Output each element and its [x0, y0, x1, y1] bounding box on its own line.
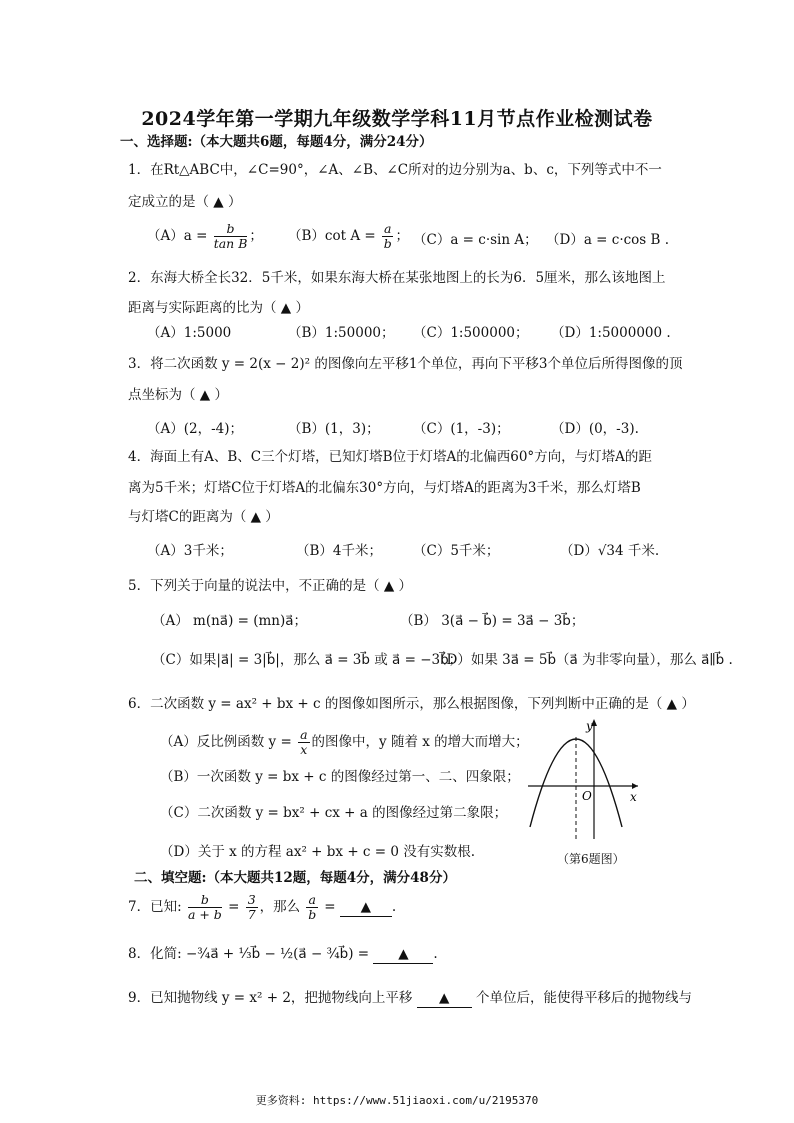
footer-link[interactable]: 更多资料: https://www.51jiaoxi.com/u/2195370: [255, 1094, 539, 1107]
q6-option-d: （D）关于 x 的方程 ax² + bx + c = 0 没有实数根.: [160, 844, 476, 860]
q4-stem-line1: 4．海面上有A、B、C三个灯塔，已知灯塔B位于灯塔A的北偏西60°方向，与灯塔A的距: [128, 449, 652, 465]
q8: [128, 945, 438, 964]
q1-b-num: a: [383, 221, 392, 236]
q1-b-fraction: [382, 222, 393, 251]
q7-prefix: 7．已知:: [128, 899, 182, 915]
q7-fraction-3: [306, 893, 317, 922]
q1-b-suffix: ；: [395, 228, 409, 244]
q1-stem-line2: 定成立的是（ ▲ ）: [128, 194, 242, 210]
q4-stem-line2: 离为5千米；灯塔C位于灯塔A的北偏东30°方向，与灯塔A的距离为3千米，那么灯塔B: [128, 480, 641, 496]
x-axis-arrow: [632, 783, 638, 789]
page-title: 2024学年第一学期九年级数学学科11月节点作业检测试卷: [141, 108, 653, 130]
q7-f2-num: 3: [247, 892, 256, 907]
q3-option-b: （B）(1，3)；: [288, 421, 380, 437]
q7-fraction-1: [188, 893, 222, 922]
fig-origin-label: O: [582, 789, 592, 803]
q6-a-prefix: （A）反比例函数 y =: [160, 734, 292, 750]
q1-a-num: b: [214, 222, 248, 237]
q1-option-c: （C）a = c·sin A；: [413, 232, 538, 248]
q5-stem: 5．下列关于向量的说法中，不正确的是（ ▲ ）: [128, 578, 413, 594]
q1-option-a: [147, 222, 263, 251]
q6-a-fraction: [298, 728, 309, 757]
q2-option-c: （C）1:500000；: [413, 325, 529, 341]
q2-option-a: （A）1:5000: [147, 325, 232, 341]
q4-option-a: （A）3千米；: [147, 543, 233, 559]
q2-option-d: （D）1:5000000 .: [551, 325, 671, 341]
q9-prefix: 9．已知抛物线 y = x² + 2，把抛物线向上平移: [128, 990, 413, 1006]
q4-option-c: （C）5千米；: [413, 543, 500, 559]
q8-expression: −¾a⃗ + ⅓b⃗ − ½(a⃗ − ¾b⃗) =: [185, 946, 370, 962]
q5-option-c: （C）如果|a⃗| = 3|b⃗|，那么 a⃗ = 3b⃗ 或 a⃗ = −3b⃗；: [152, 652, 463, 668]
q7-f2-den: 7: [247, 907, 256, 922]
q7-middle: ，那么: [259, 899, 301, 915]
q3-option-c: （C）(1，-3)；: [413, 421, 510, 437]
q8-end: .: [433, 946, 438, 962]
q1-option-b: [288, 222, 409, 251]
q1-a-den: tan B: [213, 236, 248, 251]
q1-stem-line1: 1．在Rt△ABC中，∠C=90°，∠A、∠B、∠C所对的边分别为a、b、c，下列等式中不一: [128, 162, 662, 178]
q6-parabola-figure: [522, 715, 642, 845]
q5-option-b: （B） 3(a⃗ − b⃗) = 3a⃗ − 3b⃗；: [400, 613, 585, 629]
q9: [128, 989, 692, 1008]
fig-y-label: y: [586, 719, 593, 733]
q6-stem: 6．二次函数 y = ax² + bx + c 的图像如图所示，那么根据图像，下列判断中正确的是（ ▲ ）: [128, 696, 695, 712]
q8-answer-blank[interactable]: ▲: [373, 945, 433, 964]
q1-b-den: b: [383, 236, 392, 251]
q7-equals: =: [228, 899, 240, 915]
q6-a-den: x: [300, 742, 308, 757]
q2-option-b: （B）1:50000；: [288, 325, 395, 341]
q7-f1-den: a + b: [187, 907, 222, 922]
q7-end: .: [391, 899, 397, 915]
q6-option-a: [160, 728, 529, 757]
q7-f3-num: a: [308, 892, 316, 907]
q7-fraction-2: [246, 893, 258, 922]
q4-option-b: （B）4千米；: [296, 543, 383, 559]
q1-option-d: （D）a = c·cos B .: [546, 232, 670, 248]
q3-option-d: （D）(0，-3).: [551, 421, 639, 437]
q3-option-a: （A）(2，-4)；: [147, 421, 244, 437]
q2-stem-line2: 距离与实际距离的比为（ ▲ ）: [128, 300, 309, 316]
q6-a-suffix: 的图像中，y 随着 x 的增大而增大；: [311, 734, 529, 750]
q4-stem-line3: 与灯塔C的距离为（ ▲ ）: [128, 509, 279, 525]
q1-a-suffix: ；: [249, 228, 263, 244]
q7: [128, 893, 396, 922]
q7-f3-den: b: [308, 907, 317, 922]
q1-a-prefix: （A）a =: [147, 228, 208, 244]
q1-a-fraction: [214, 222, 248, 251]
q2-stem-line1: 2．东海大桥全长32．5千米，如果东海大桥在某张地图上的长为6．5厘米，那么该地图上: [128, 270, 666, 286]
q7-answer-blank[interactable]: ▲: [340, 898, 392, 917]
q5-option-d: （D）如果 3a⃗ = 5b⃗（a⃗ 为非零向量），那么 a⃗∥b⃗ .: [433, 652, 733, 668]
q5-option-a: （A） m(na⃗) = (mn)a⃗；: [152, 613, 308, 629]
q6-option-b: （B）一次函数 y = bx + c 的图像经过第一、二、四象限；: [160, 769, 520, 785]
q4-option-d: （D）√34 千米.: [560, 543, 660, 559]
q6-a-num: a: [300, 727, 308, 742]
q7-equals-2: =: [324, 899, 336, 915]
q9-answer-blank[interactable]: ▲: [417, 989, 472, 1008]
q1-b-prefix: （B）cot A =: [288, 228, 376, 244]
q8-prefix: 8．化简:: [128, 946, 182, 962]
section-2-heading: 二、填空题:（本大题共12题，每题4分，满分48分）: [134, 870, 456, 886]
q6-option-c: （C）二次函数 y = bx² + cx + a 的图像经过第二象限；: [160, 805, 508, 821]
q7-f1-num: b: [188, 893, 222, 908]
fig-x-label: x: [630, 790, 637, 804]
q3-stem-line2: 点坐标为（ ▲ ）: [128, 387, 228, 403]
q3-stem-line1: 3．将二次函数 y = 2(x − 2)² 的图像向左平移1个单位，再向下平移3个单位后所得图像的顶: [128, 356, 683, 372]
q6-figure-caption: （第6题图）: [557, 852, 625, 866]
section-1-heading: 一、选择题:（本大题共6题，每题4分，满分24分）: [120, 134, 433, 150]
q9-suffix: 个单位后，能使得平移后的抛物线与: [476, 990, 693, 1006]
